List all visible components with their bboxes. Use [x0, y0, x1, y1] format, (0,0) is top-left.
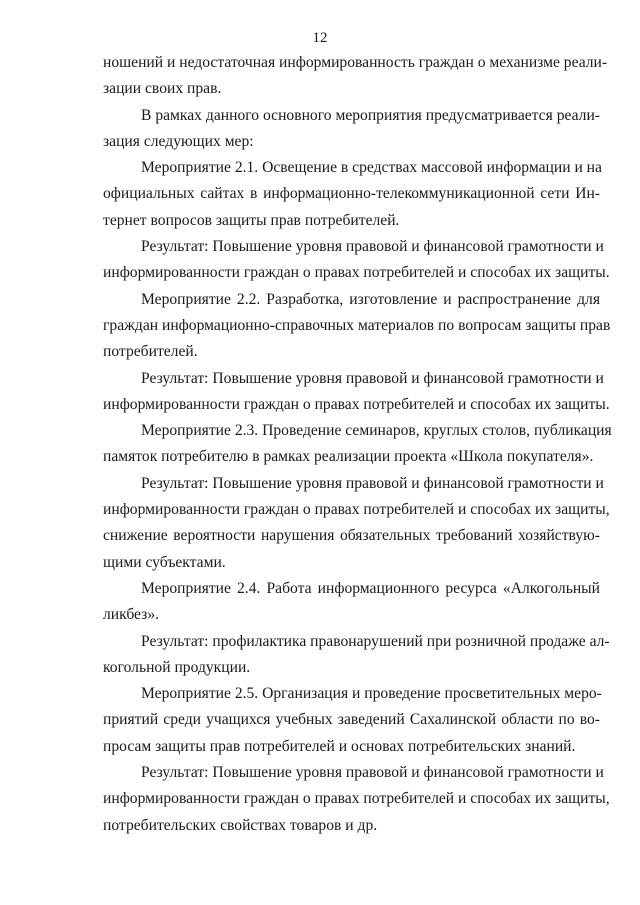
text-line: Результат: Повышение уровня правовой и финансовой грамотности и: [141, 238, 604, 256]
page-number: 12: [312, 30, 328, 46]
text-line: информированности граждан о правах потребителей и способах их защиты.: [103, 264, 610, 282]
text-line: Результат: профилактика правонарушений при розничной продаже ал-: [141, 632, 610, 650]
text-line: официальных сайтах в информационно-телекоммуникационной сети Ин-: [103, 185, 600, 203]
text-line: Результат: Повышение уровня правовой и финансовой грамотности и: [141, 764, 604, 782]
text-line: В рамках данного основного мероприятия предусматривается реали-: [141, 106, 600, 124]
text-line: зация следующих мер:: [103, 132, 254, 150]
text-line: информированности граждан о правах потребителей и способах их защиты,: [103, 790, 610, 808]
text-line: Мероприятие 2.3. Проведение семинаров, круглых столов, публикация: [141, 422, 612, 440]
text-line: снижение вероятности нарушения обязательных требований хозяйствую-: [103, 527, 600, 545]
text-line: Мероприятие 2.1. Освещение в средствах массовой информации и на: [141, 159, 602, 177]
text-line: потребительских свойствах товаров и др.: [103, 816, 378, 834]
text-line: информированности граждан о правах потребителей и способах их защиты,: [103, 501, 610, 519]
text-line: потребителей.: [103, 343, 198, 361]
text-line: граждан информационно-справочных материалов по вопросам защиты прав: [103, 316, 611, 334]
text-line: Мероприятие 2.2. Разработка, изготовление и распространение для: [141, 290, 600, 308]
text-line: ношений и недостаточная информированность граждан о механизме реали-: [103, 54, 608, 71]
text-line: Мероприятие 2.4. Работа информационного ресурса «Алкогольный: [141, 579, 600, 597]
text-line: информированности граждан о правах потребителей и способах их защиты.: [103, 395, 610, 413]
text-line: приятий среди учащихся учебных заведений Сахалинской области по во-: [103, 711, 600, 729]
text-line: Результат: Повышение уровня правовой и финансовой грамотности и: [141, 369, 604, 387]
text-line: Мероприятие 2.5. Организация и проведение просветительных меро-: [141, 685, 602, 703]
text-line: памяток потребителю в рамках реализации проекта «Школа покупателя».: [103, 448, 594, 466]
text-line: зации своих прав.: [103, 80, 222, 98]
document-body: [103, 50, 612, 839]
text-line: тернет вопросов защиты прав потребителей.: [103, 211, 400, 229]
text-line: когольной продукции.: [103, 658, 251, 676]
text-line: щими субъектами.: [103, 553, 226, 571]
text-line: ликбез».: [103, 606, 160, 624]
text-line: Результат: Повышение уровня правовой и финансовой грамотности и: [141, 474, 604, 492]
text-line: просам защиты прав потребителей и основах потребительских знаний.: [103, 737, 576, 755]
